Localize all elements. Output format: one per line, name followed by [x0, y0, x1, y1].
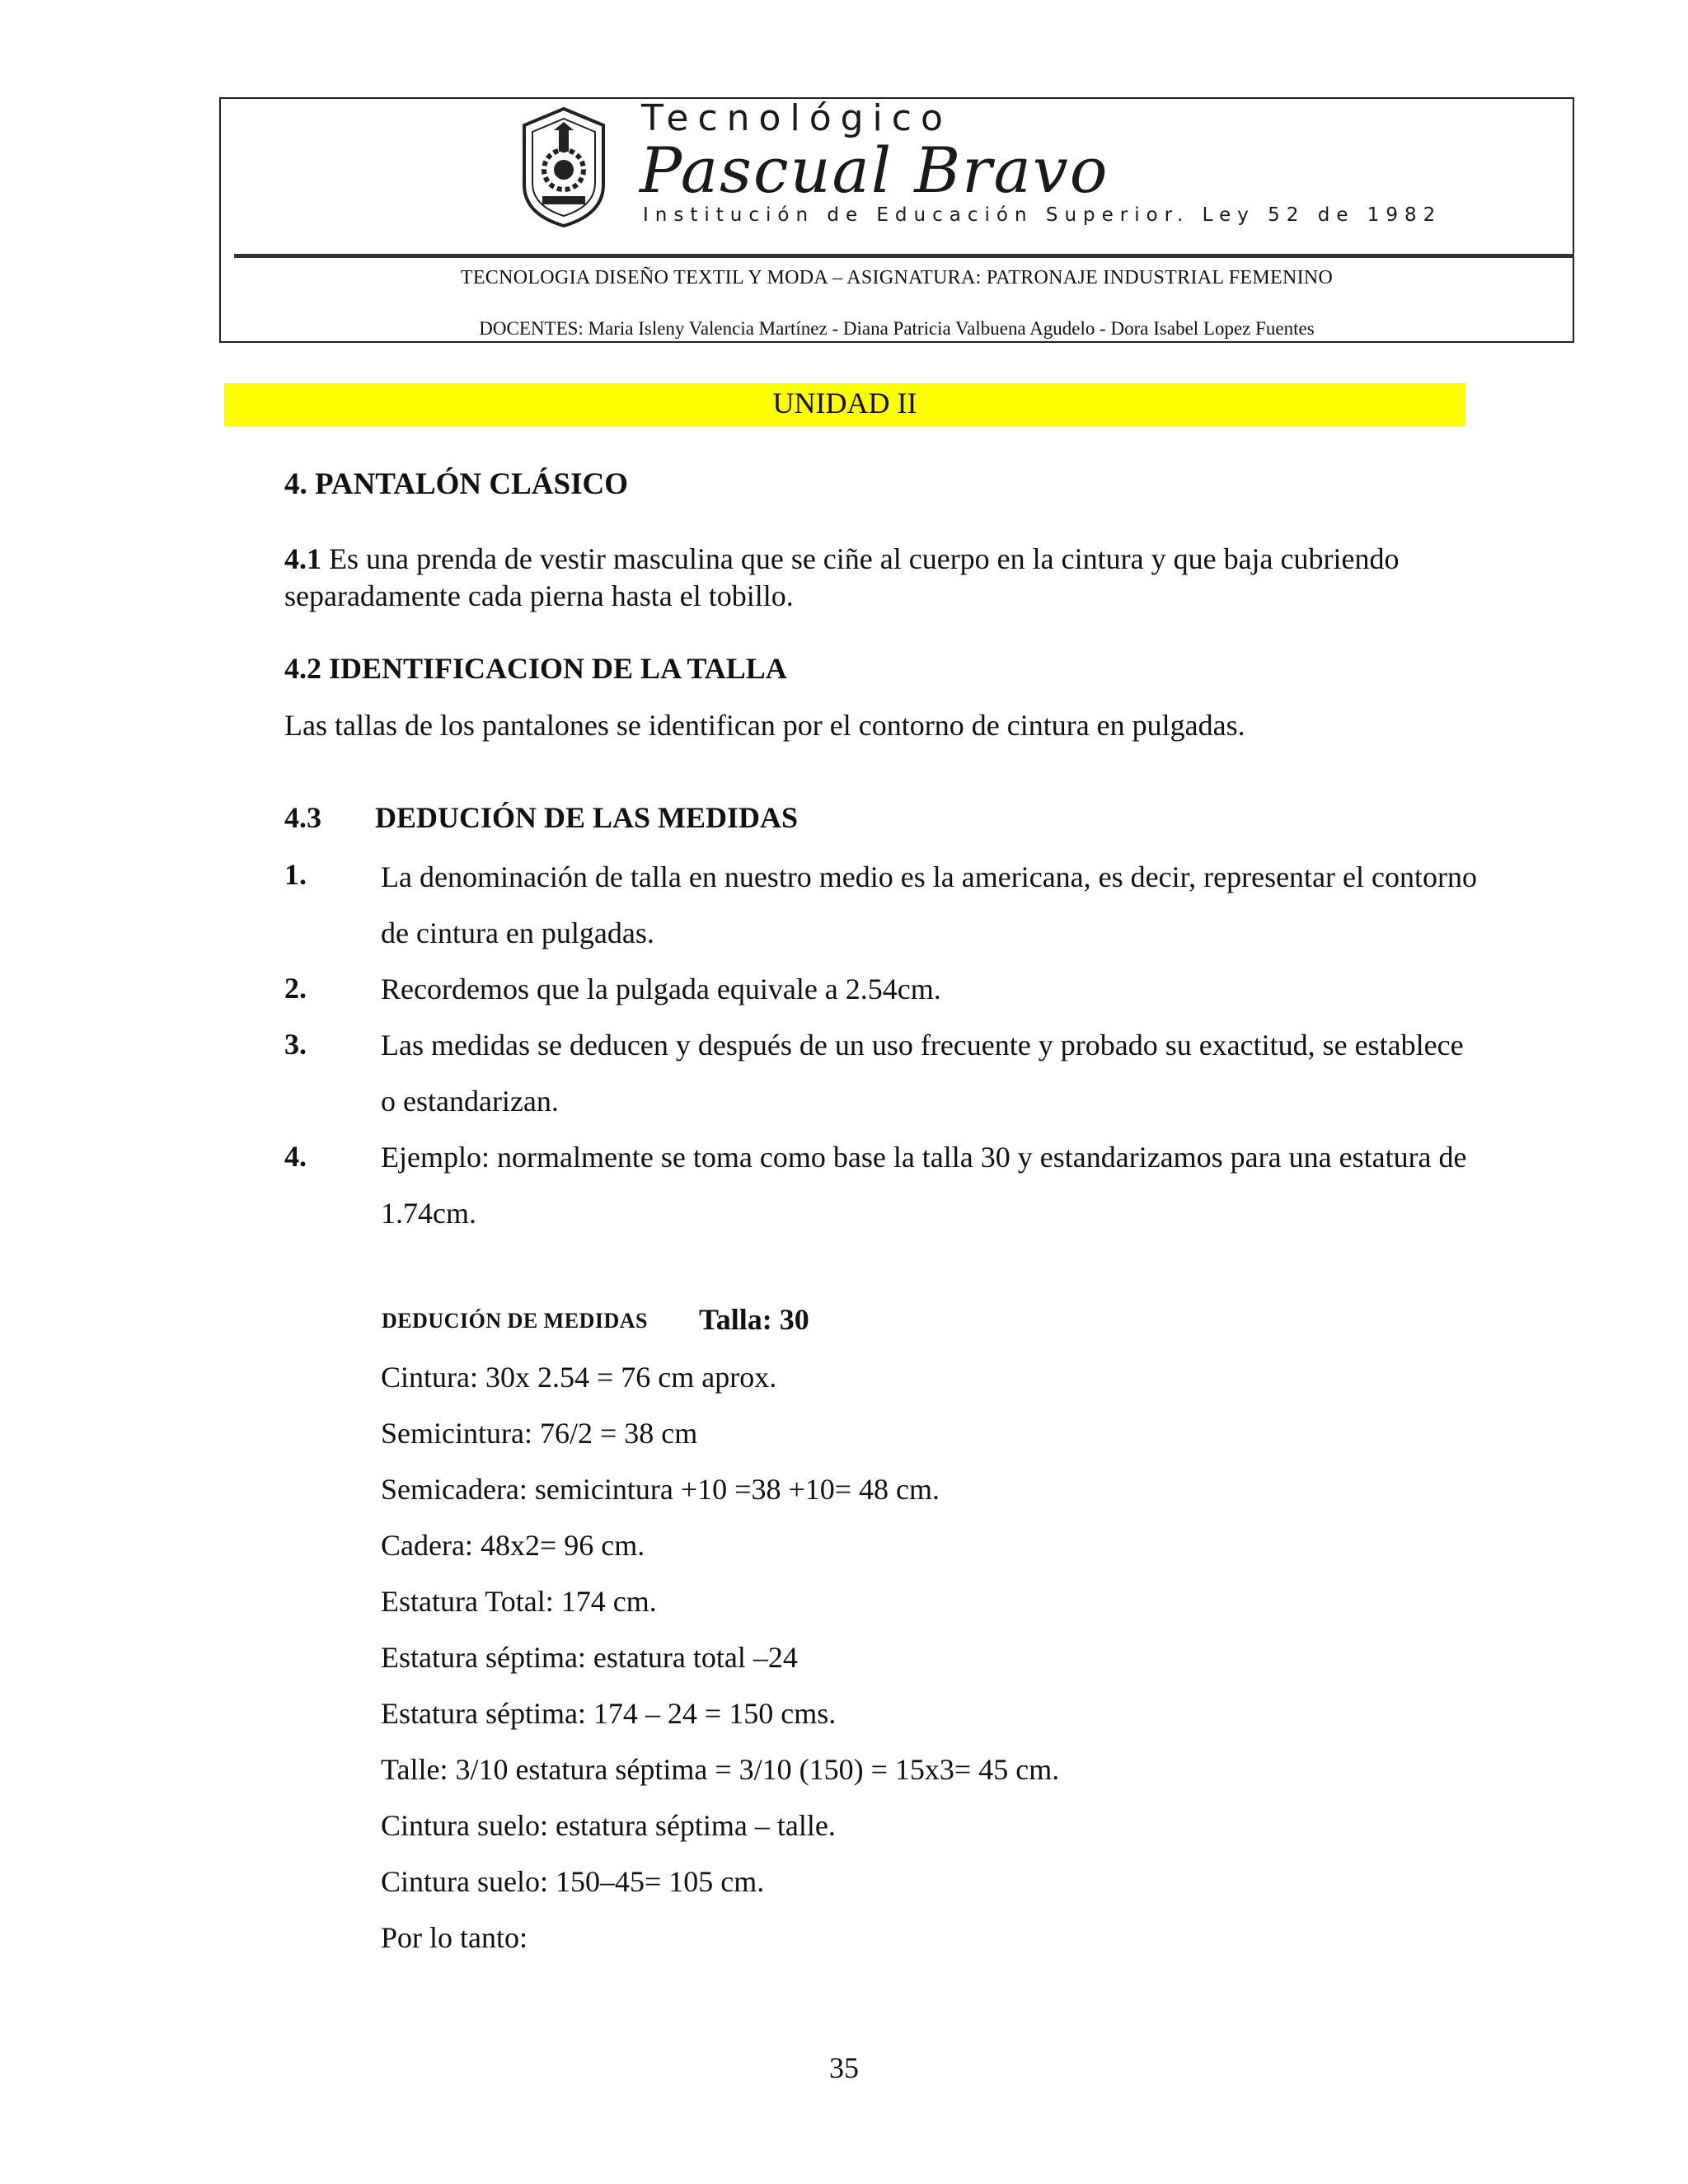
measure-line: Estatura séptima: 174 – 24 = 150 cms. — [381, 1697, 837, 1730]
page-number: 35 — [829, 2051, 859, 2084]
measures-size: Talla: 30 — [699, 1303, 809, 1336]
list-item-text: La denominación de talla en nuestro medio es la americana, es decir, representar el contorno de cintura en pulgadas. — [381, 860, 1477, 949]
course-title: TECNOLOGIA DISEÑO TEXTIL Y MODA – ASIGNATURA: PATRONAJE INDUSTRIAL FEMENINO — [460, 267, 1334, 288]
measure-line: Estatura Total: 174 cm. — [381, 1585, 657, 1618]
list-item-number: 1. — [284, 858, 307, 891]
logo-main-text: Pascual Bravo — [640, 134, 1109, 207]
measure-line: Semicadera: semicintura +10 =38 +10= 48 cm. — [381, 1473, 940, 1506]
measure-line: Estatura séptima: estatura total –24 — [381, 1641, 798, 1674]
measure-line: Cintura suelo: 150–45= 105 cm. — [381, 1865, 765, 1898]
logo-subtitle-text: Institución de Educación Superior. Ley 52 de 1982 — [643, 204, 1442, 226]
section-4-3-number: 4.3 — [284, 801, 321, 834]
section-4-2-text: Las tallas de los pantalones se identifican por el contorno de cintura en pulgadas. — [284, 709, 1245, 742]
section-4-2-title: 4.2 IDENTIFICACION DE LA TALLA — [284, 652, 787, 685]
list-item-number: 2. — [284, 972, 307, 1005]
list-item-text: Las medidas se deducen y después de un uso frecuente y probado su exactitud, se establece o estandarizan. — [381, 1029, 1464, 1118]
institution-seal-logo — [518, 105, 610, 229]
section-4-1-number: 4.1 — [284, 542, 321, 575]
measure-line: Cintura suelo: estatura séptima – talle. — [381, 1809, 836, 1842]
measure-line: Por lo tanto: — [381, 1921, 528, 1954]
measure-line: Cadera: 48x2= 96 cm. — [381, 1529, 645, 1562]
unit-label: UNIDAD II — [772, 387, 917, 419]
logo-top-text: Tecnológico — [641, 97, 952, 139]
list-item-text: Recordemos que la pulgada equivale a 2.54cm. — [381, 972, 941, 1005]
header-divider — [234, 254, 1574, 258]
list-item-text: Ejemplo: normalmente se toma como base la talla 30 y estandarizamos para una estatura de 1.74cm. — [381, 1141, 1467, 1230]
list-item-number: 3. — [284, 1028, 307, 1061]
list-item-number: 4. — [284, 1140, 307, 1173]
section-4-1 — [284, 541, 1455, 615]
section-title: 4. PANTALÓN CLÁSICO — [284, 467, 628, 501]
teachers-line: DOCENTES: Maria Isleny Valencia Martínez - Diana Patricia Valbuena Agudelo - Dora Isabel Lopez Fuentes — [479, 318, 1315, 339]
measure-line: Cintura: 30x 2.54 = 76 cm aprox. — [381, 1361, 777, 1394]
measure-line: Semicintura: 76/2 = 38 cm — [381, 1417, 698, 1450]
section-4-1-text: Es una prenda de vestir masculina que se ciñe al cuerpo en la cintura y que baja cubriendo separadamente cada pierna hasta el tobillo. — [284, 542, 1400, 612]
measure-line: Talle: 3/10 estatura séptima = 3/10 (150) = 15x3= 45 cm. — [381, 1753, 1060, 1786]
section-4-3-title: DEDUCIÓN DE LAS MEDIDAS — [375, 801, 799, 834]
measures-title: DEDUCIÓN DE MEDIDAS — [382, 1309, 648, 1333]
